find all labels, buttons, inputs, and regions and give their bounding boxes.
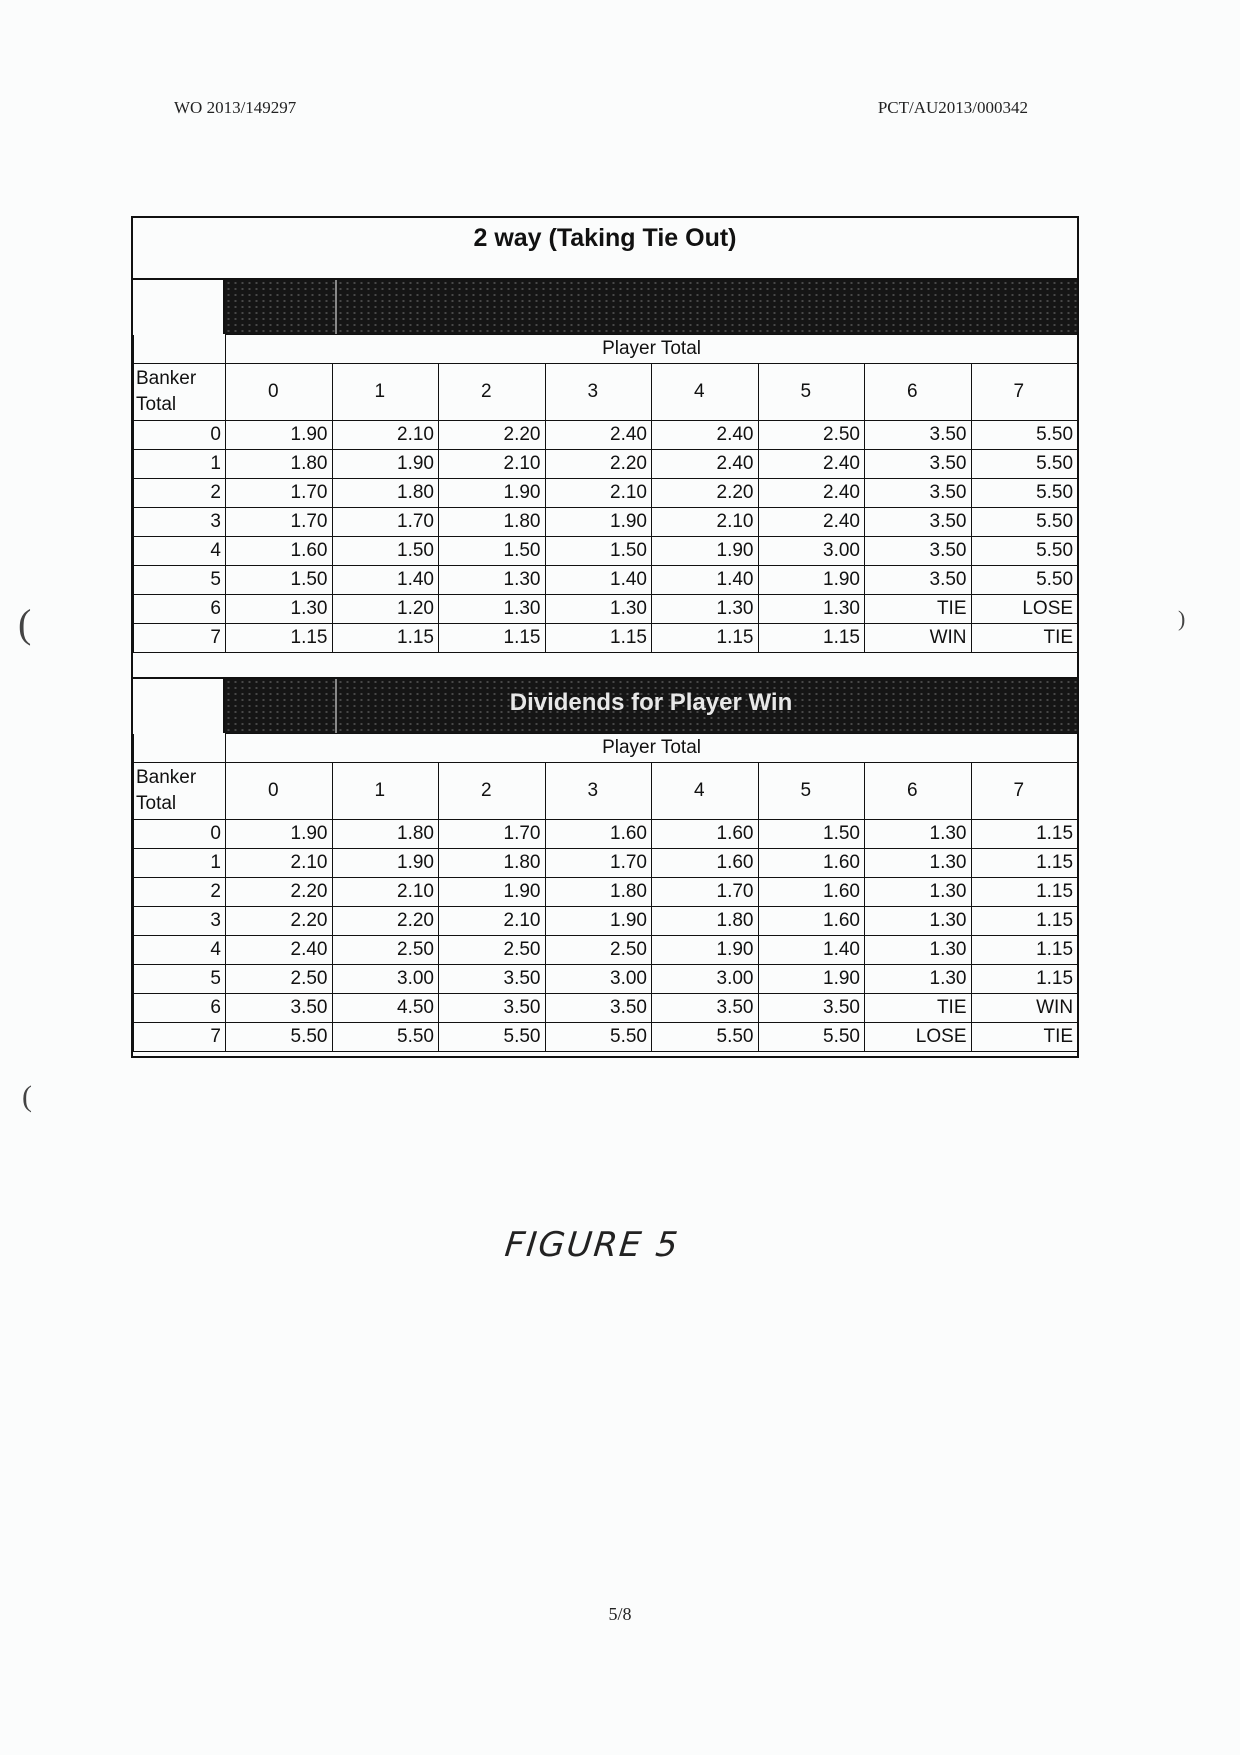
dividend-cell: 1.50 [332, 537, 439, 566]
dividend-table [133, 733, 1078, 1052]
dividend-cell: 3.50 [439, 994, 546, 1023]
player-total-column-header: 2 [439, 763, 546, 820]
dividend-cell: LOSE [865, 1023, 972, 1052]
dividend-cell: 3.50 [865, 537, 972, 566]
dividend-cell: TIE [865, 595, 972, 624]
dividend-cell: 1.60 [652, 820, 759, 849]
dividend-cell: 1.80 [439, 508, 546, 537]
dividend-cell: 1.90 [545, 907, 652, 936]
dividend-cell: 1.90 [439, 479, 546, 508]
dividend-cell: 1.80 [439, 849, 546, 878]
dividend-cell: 1.90 [226, 820, 333, 849]
banker-total-row-label: 7 [134, 624, 226, 653]
dividend-cell: 1.90 [332, 450, 439, 479]
dividend-cell: 1.80 [226, 450, 333, 479]
dividend-cell: 1.80 [545, 878, 652, 907]
dividend-cell: 3.50 [226, 994, 333, 1023]
table-banner [225, 679, 1077, 733]
dividend-cell: 3.50 [758, 994, 865, 1023]
dividend-cell: 1.60 [652, 849, 759, 878]
dividend-cell: 1.70 [439, 820, 546, 849]
table-row [134, 566, 1078, 595]
dividend-cell: 1.70 [332, 508, 439, 537]
dividend-cell: 1.30 [865, 849, 972, 878]
dividend-cell: 1.30 [865, 936, 972, 965]
player-total-column-header: 4 [652, 364, 759, 421]
player-total-column-header: 5 [758, 763, 865, 820]
dividend-cell: 1.70 [652, 878, 759, 907]
dividend-cell: 1.30 [226, 595, 333, 624]
dividend-cell: 1.15 [226, 624, 333, 653]
banker-total-header: Banker Total [134, 364, 226, 421]
figure-label: FIGURE 5 [502, 1225, 682, 1265]
dividend-cell: 2.10 [332, 878, 439, 907]
player-total-column-header: 6 [865, 763, 972, 820]
dividend-cell: 5.50 [545, 1023, 652, 1052]
banker-total-row-label: 5 [134, 566, 226, 595]
dividend-cell: 1.40 [332, 566, 439, 595]
page-number: 5/8 [608, 1604, 632, 1624]
dividend-cell: 1.70 [545, 849, 652, 878]
dividend-cell: 1.30 [545, 595, 652, 624]
dividend-cell: 2.40 [545, 421, 652, 450]
table-row [134, 994, 1078, 1023]
dividend-cell: 2.40 [758, 450, 865, 479]
dividend-cell: 3.50 [865, 421, 972, 450]
dividend-cell: 1.60 [226, 537, 333, 566]
dividend-cell: WIN [865, 624, 972, 653]
banker-total-row-label: 1 [134, 849, 226, 878]
dividend-cell: 2.40 [758, 479, 865, 508]
player-total-column-header: 7 [971, 364, 1078, 421]
banker-total-row-label: 4 [134, 936, 226, 965]
player-total-column-header: 4 [652, 763, 759, 820]
dividend-cell: 2.10 [332, 421, 439, 450]
dividend-cell: 1.15 [652, 624, 759, 653]
dividend-cell: 1.90 [758, 965, 865, 994]
application-number: PCT/AU2013/000342 [877, 98, 1028, 117]
dividend-cell: 1.90 [545, 508, 652, 537]
dividend-cell: 3.00 [758, 537, 865, 566]
dividend-cell: 2.10 [545, 479, 652, 508]
dividend-cell: TIE [865, 994, 972, 1023]
player-total-column-header: 1 [332, 364, 439, 421]
dividend-cell: 2.40 [652, 450, 759, 479]
dividend-cell: 3.00 [545, 965, 652, 994]
dividend-cell: 1.15 [971, 820, 1078, 849]
banker-total-row-label: 6 [134, 994, 226, 1023]
dividend-cell: 2.10 [439, 907, 546, 936]
dividend-cell: 3.00 [332, 965, 439, 994]
banker-total-row-label: 0 [134, 421, 226, 450]
dividend-cell: 1.30 [758, 595, 865, 624]
dividend-cell: 1.20 [332, 595, 439, 624]
dividend-cell: LOSE [971, 595, 1078, 624]
dividend-cell: 1.50 [439, 537, 546, 566]
player-total-column-header: 1 [332, 763, 439, 820]
dividend-cell: 3.50 [865, 479, 972, 508]
banker-total-row-label: 1 [134, 450, 226, 479]
margin-mark-right: ) [1178, 606, 1186, 631]
banker-total-row-label: 0 [134, 820, 226, 849]
dividend-cell: 3.50 [545, 994, 652, 1023]
dividend-cell: 5.50 [758, 1023, 865, 1052]
dividend-cell: 1.90 [652, 936, 759, 965]
dividend-cell: 1.90 [652, 537, 759, 566]
table-banner [225, 280, 1077, 334]
dividend-cell: 2.50 [332, 936, 439, 965]
dividend-cell: 1.60 [758, 907, 865, 936]
player-total-column-header: 0 [226, 763, 333, 820]
dividend-cell: 5.50 [439, 1023, 546, 1052]
dividend-cell: 1.80 [332, 820, 439, 849]
dividend-cell: 5.50 [971, 566, 1078, 595]
dividend-cell: 2.10 [226, 849, 333, 878]
dividend-cell: 1.15 [971, 849, 1078, 878]
player-total-header: Player Total [226, 734, 1078, 763]
banker-total-row-label: 5 [134, 965, 226, 994]
dividend-cell: 1.30 [865, 965, 972, 994]
dividend-cell: 2.40 [758, 508, 865, 537]
dividend-cell: 1.90 [332, 849, 439, 878]
dividend-cell: 1.60 [545, 820, 652, 849]
dividend-cell: 1.15 [439, 624, 546, 653]
dividend-cell: 1.70 [226, 508, 333, 537]
dividend-cell: 2.20 [545, 450, 652, 479]
banker-total-row-label: 7 [134, 1023, 226, 1052]
table-row [134, 479, 1078, 508]
banker-total-row-label: 2 [134, 878, 226, 907]
blank-cell [134, 335, 226, 364]
dividend-cell: 1.50 [226, 566, 333, 595]
table-row [134, 624, 1078, 653]
player-total-column-header: 7 [971, 763, 1078, 820]
dividend-cell: 1.80 [332, 479, 439, 508]
dividend-cell: 1.30 [652, 595, 759, 624]
table-row [134, 965, 1078, 994]
dividend-cell: 3.50 [865, 450, 972, 479]
dividend-cell: 1.30 [439, 595, 546, 624]
dividend-tables-frame [131, 216, 1079, 1058]
player-total-column-header: 3 [545, 763, 652, 820]
margin-mark-left-lower: ( [22, 1080, 32, 1113]
dividend-cell: 2.50 [226, 965, 333, 994]
corner-cell [133, 679, 225, 733]
dividend-cell: 5.50 [971, 479, 1078, 508]
banker-total-row-label: 6 [134, 595, 226, 624]
table-row [134, 537, 1078, 566]
dividend-cell: 1.80 [652, 907, 759, 936]
banker-total-header: Banker Total [134, 763, 226, 820]
dividend-cell: 1.30 [439, 566, 546, 595]
dividend-cell: 2.20 [652, 479, 759, 508]
table-row [134, 936, 1078, 965]
dividend-cell: WIN [971, 994, 1078, 1023]
player-total-column-header: 0 [226, 364, 333, 421]
dividend-cell: 1.40 [652, 566, 759, 595]
player-total-header: Player Total [226, 335, 1078, 364]
banker-total-row-label: 3 [134, 907, 226, 936]
table-row [134, 1023, 1078, 1052]
dividend-cell: 5.50 [971, 537, 1078, 566]
dividend-cell: 5.50 [971, 421, 1078, 450]
dividend-cell: 1.60 [758, 878, 865, 907]
table-row [134, 820, 1078, 849]
dividend-cell: 4.50 [332, 994, 439, 1023]
dividend-cell: 1.30 [865, 878, 972, 907]
dividend-cell: 5.50 [332, 1023, 439, 1052]
dividend-cell: 1.50 [758, 820, 865, 849]
dividend-cell: 2.10 [439, 450, 546, 479]
dividend-cell: 1.40 [758, 936, 865, 965]
dividend-cell: 1.90 [439, 878, 546, 907]
dividend-cell: TIE [971, 624, 1078, 653]
player-total-column-header: 5 [758, 364, 865, 421]
dividend-cell: 5.50 [652, 1023, 759, 1052]
dividend-cell: TIE [971, 1023, 1078, 1052]
dividend-cell: 1.50 [545, 537, 652, 566]
dividend-cell: 1.30 [865, 907, 972, 936]
player-total-column-header: 6 [865, 364, 972, 421]
dividend-cell: 3.50 [652, 994, 759, 1023]
dividend-cell: 2.20 [439, 421, 546, 450]
dividend-cell: 2.10 [652, 508, 759, 537]
dividend-cell: 2.50 [545, 936, 652, 965]
player-total-column-header: 3 [545, 364, 652, 421]
table-row [134, 595, 1078, 624]
corner-cell [133, 280, 225, 334]
dividend-cell: 2.40 [652, 421, 759, 450]
blank-cell [134, 734, 226, 763]
dividend-cell: 3.50 [865, 566, 972, 595]
dividend-cell: 1.90 [226, 421, 333, 450]
dividend-cell: 2.20 [226, 878, 333, 907]
margin-mark-left: ( [18, 601, 32, 646]
table-title: 2 way (Taking Tie Out) [473, 224, 737, 252]
dividend-cell: 3.50 [865, 508, 972, 537]
banker-total-row-label: 2 [134, 479, 226, 508]
dividend-cell: 1.90 [758, 566, 865, 595]
dividend-cell: 2.20 [332, 907, 439, 936]
table-row [134, 421, 1078, 450]
dividend-cell: 1.15 [971, 907, 1078, 936]
dividend-cell: 1.70 [226, 479, 333, 508]
dividend-cell: 1.15 [758, 624, 865, 653]
table-row [134, 878, 1078, 907]
dividend-cell: 3.00 [652, 965, 759, 994]
banker-total-row-label: 4 [134, 537, 226, 566]
dividend-cell: 1.15 [971, 965, 1078, 994]
dividend-cell: 2.20 [226, 907, 333, 936]
table-row [134, 508, 1078, 537]
dividend-cell: 2.50 [439, 936, 546, 965]
publication-number: WO 2013/149297 [174, 98, 297, 117]
dividend-cell: 1.15 [971, 936, 1078, 965]
banker-total-row-label: 3 [134, 508, 226, 537]
dividend-cell: 1.60 [758, 849, 865, 878]
player-total-column-header: 2 [439, 364, 546, 421]
dividend-table [133, 334, 1078, 653]
table-row [134, 450, 1078, 479]
dividend-cell: 5.50 [971, 508, 1078, 537]
dividend-cell: 1.40 [545, 566, 652, 595]
dividend-cell: 2.40 [226, 936, 333, 965]
table-row [134, 849, 1078, 878]
dividend-cell: 1.15 [332, 624, 439, 653]
dividend-cell: 1.15 [545, 624, 652, 653]
dividend-cell: 2.50 [758, 421, 865, 450]
dividend-cell: 5.50 [971, 450, 1078, 479]
banner-text: Dividends for Player Win [509, 689, 793, 716]
dividend-cell: 1.15 [971, 878, 1078, 907]
table-row [134, 907, 1078, 936]
dividend-cell: 3.50 [439, 965, 546, 994]
dividend-cell: 1.30 [865, 820, 972, 849]
dividend-cell: 5.50 [226, 1023, 333, 1052]
